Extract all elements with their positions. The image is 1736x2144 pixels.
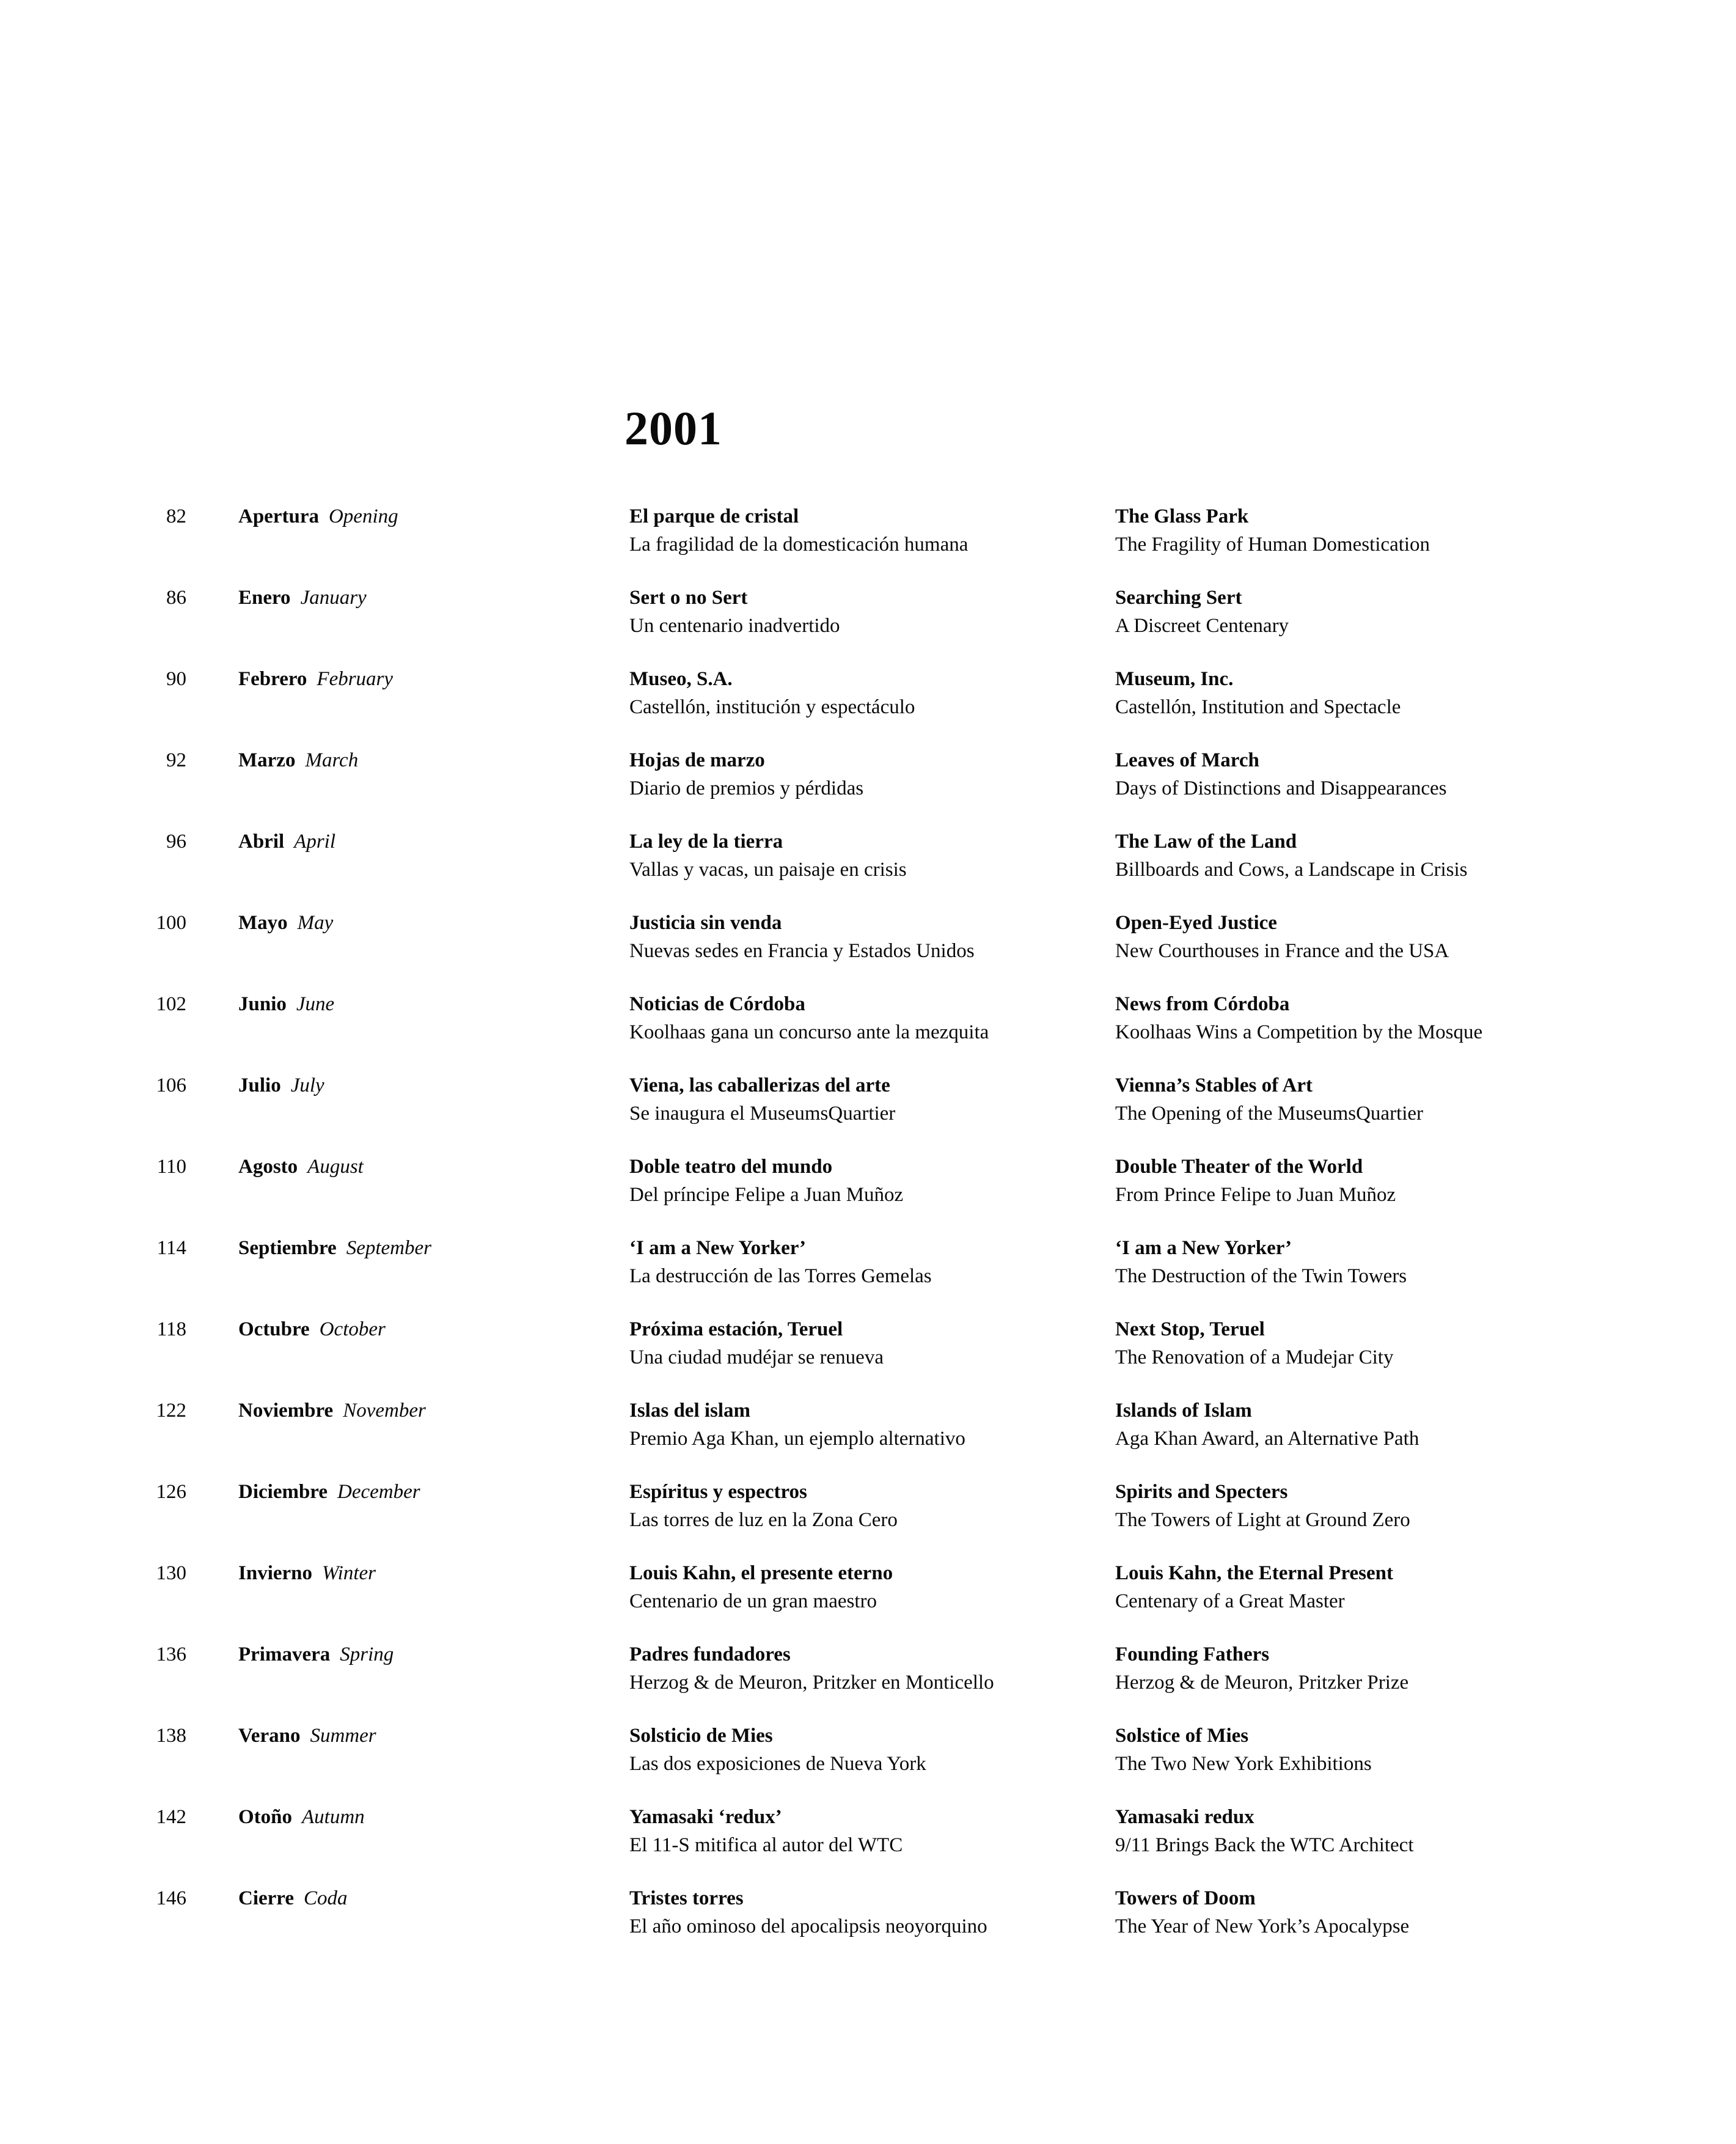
page-number: 138 bbox=[156, 1725, 186, 1747]
month-spanish: Cierre bbox=[238, 1887, 294, 1909]
month-cell bbox=[186, 1478, 629, 1534]
month-spanish: Enero bbox=[238, 587, 291, 609]
english-title-cell bbox=[1115, 828, 1732, 884]
month-english: Autumn bbox=[302, 1806, 365, 1828]
month-spanish: Septiembre bbox=[238, 1237, 337, 1259]
spanish-title-cell bbox=[629, 1071, 1115, 1128]
title-english: Towers of Doom bbox=[1115, 1887, 1256, 1909]
month-cell bbox=[186, 665, 629, 721]
subtitle-spanish: Las torres de luz en la Zona Cero bbox=[629, 1509, 898, 1531]
subtitle-english: The Towers of Light at Ground Zero bbox=[1115, 1509, 1410, 1531]
spanish-title-cell bbox=[629, 1559, 1115, 1615]
month-spanish: Otoño bbox=[238, 1806, 293, 1828]
spanish-title-cell bbox=[629, 1803, 1115, 1859]
toc-entry bbox=[0, 1559, 1736, 1615]
subtitle-english: New Courthouses in France and the USA bbox=[1115, 940, 1449, 962]
page-number: 118 bbox=[156, 1318, 186, 1340]
title-english: ‘I am a New Yorker’ bbox=[1115, 1237, 1292, 1259]
month-english: September bbox=[346, 1237, 431, 1259]
spanish-title-cell bbox=[629, 502, 1115, 559]
page-title: 2001 bbox=[624, 402, 722, 455]
english-title-cell bbox=[1115, 909, 1732, 965]
page-number: 136 bbox=[156, 1643, 186, 1665]
toc-entry bbox=[0, 1071, 1736, 1128]
title-english: Double Theater of the World bbox=[1115, 1156, 1363, 1178]
title-spanish: Viena, las caballerizas del arte bbox=[629, 1074, 890, 1096]
subtitle-english: Centenary of a Great Master bbox=[1115, 1590, 1345, 1612]
month-english: August bbox=[307, 1156, 364, 1178]
toc-entry bbox=[0, 1315, 1736, 1371]
title-english: Searching Sert bbox=[1115, 587, 1242, 609]
month-english: July bbox=[290, 1074, 324, 1096]
toc-entry bbox=[0, 1884, 1736, 1940]
page-number: 106 bbox=[156, 1074, 186, 1096]
month-english: October bbox=[319, 1318, 386, 1340]
english-title-cell bbox=[1115, 990, 1732, 1046]
title-english: The Glass Park bbox=[1115, 505, 1249, 527]
month-english: January bbox=[300, 587, 367, 609]
subtitle-spanish: Vallas y vacas, un paisaje en crisis bbox=[629, 859, 907, 881]
month-english: November bbox=[343, 1400, 426, 1422]
english-title-cell bbox=[1115, 502, 1732, 559]
title-english: Open-Eyed Justice bbox=[1115, 912, 1277, 934]
english-title-cell bbox=[1115, 1071, 1732, 1128]
subtitle-english: From Prince Felipe to Juan Muñoz bbox=[1115, 1184, 1396, 1206]
month-spanish: Marzo bbox=[238, 749, 296, 771]
toc-entry bbox=[0, 1234, 1736, 1290]
title-spanish: ‘I am a New Yorker’ bbox=[629, 1237, 806, 1259]
title-english: Yamasaki redux bbox=[1115, 1806, 1254, 1828]
page-number: 130 bbox=[156, 1562, 186, 1584]
english-title-cell bbox=[1115, 1640, 1732, 1697]
title-english: Next Stop, Teruel bbox=[1115, 1318, 1265, 1340]
spanish-title-cell bbox=[629, 1640, 1115, 1697]
month-spanish: Julio bbox=[238, 1074, 281, 1096]
subtitle-spanish: Koolhaas gana un concurso ante la mezquita bbox=[629, 1021, 989, 1043]
month-spanish: Abril bbox=[238, 831, 285, 853]
month-english: May bbox=[297, 912, 334, 934]
month-english: April bbox=[294, 831, 336, 853]
title-spanish: Solsticio de Mies bbox=[629, 1725, 773, 1747]
month-spanish: Apertura bbox=[238, 505, 319, 527]
spanish-title-cell bbox=[629, 1153, 1115, 1209]
page-number: 96 bbox=[166, 831, 186, 853]
title-english: Leaves of March bbox=[1115, 749, 1259, 771]
subtitle-english: Aga Khan Award, an Alternative Path bbox=[1115, 1428, 1419, 1450]
subtitle-spanish: La fragilidad de la domesticación humana bbox=[629, 534, 969, 556]
spanish-title-cell bbox=[629, 1478, 1115, 1534]
subtitle-spanish: Las dos exposiciones de Nueva York bbox=[629, 1753, 926, 1775]
english-title-cell bbox=[1115, 584, 1732, 640]
page-number: 90 bbox=[166, 668, 186, 690]
month-spanish: Octubre bbox=[238, 1318, 310, 1340]
page-number: 126 bbox=[156, 1481, 186, 1503]
english-title-cell bbox=[1115, 1803, 1732, 1859]
toc-entry bbox=[0, 665, 1736, 721]
title-english: Spirits and Specters bbox=[1115, 1481, 1288, 1503]
title-spanish: Louis Kahn, el presente eterno bbox=[629, 1562, 893, 1584]
title-spanish: Doble teatro del mundo bbox=[629, 1156, 833, 1178]
spanish-title-cell bbox=[629, 909, 1115, 965]
month-spanish: Agosto bbox=[238, 1156, 298, 1178]
subtitle-english: Castellón, Institution and Spectacle bbox=[1115, 696, 1401, 718]
page-number: 122 bbox=[156, 1400, 186, 1422]
month-english: June bbox=[296, 993, 335, 1015]
english-title-cell bbox=[1115, 1397, 1732, 1453]
subtitle-spanish: Herzog & de Meuron, Pritzker en Monticello bbox=[629, 1672, 994, 1694]
title-spanish: Padres fundadores bbox=[629, 1643, 791, 1665]
page-number: 102 bbox=[156, 993, 186, 1015]
title-spanish: Islas del islam bbox=[629, 1400, 751, 1422]
subtitle-spanish: El 11-S mitifica al autor del WTC bbox=[629, 1834, 903, 1856]
title-english: Solstice of Mies bbox=[1115, 1725, 1249, 1747]
english-title-cell bbox=[1115, 1315, 1732, 1371]
spanish-title-cell bbox=[629, 1722, 1115, 1778]
month-cell bbox=[186, 1559, 629, 1615]
page-number: 92 bbox=[166, 749, 186, 771]
month-spanish: Invierno bbox=[238, 1562, 313, 1584]
subtitle-spanish: Nuevas sedes en Francia y Estados Unidos bbox=[629, 940, 975, 962]
title-spanish: Noticias de Córdoba bbox=[629, 993, 805, 1015]
english-title-cell bbox=[1115, 1884, 1732, 1940]
month-cell bbox=[186, 1722, 629, 1778]
subtitle-english: The Year of New York’s Apocalypse bbox=[1115, 1915, 1410, 1937]
month-spanish: Mayo bbox=[238, 912, 288, 934]
spanish-title-cell bbox=[629, 1234, 1115, 1290]
subtitle-english: Herzog & de Meuron, Pritzker Prize bbox=[1115, 1672, 1409, 1694]
month-english: Winter bbox=[322, 1562, 376, 1584]
english-title-cell bbox=[1115, 1722, 1732, 1778]
english-title-cell bbox=[1115, 1478, 1732, 1534]
month-cell bbox=[186, 1884, 629, 1940]
subtitle-spanish: Castellón, institución y espectáculo bbox=[629, 696, 915, 718]
page-number: 142 bbox=[156, 1806, 186, 1828]
month-cell bbox=[186, 909, 629, 965]
page-number: 82 bbox=[166, 505, 186, 527]
month-cell bbox=[186, 1153, 629, 1209]
toc-entry bbox=[0, 1803, 1736, 1859]
subtitle-english: Koolhaas Wins a Competition by the Mosque bbox=[1115, 1021, 1483, 1043]
month-english: December bbox=[337, 1481, 420, 1503]
subtitle-english: A Discreet Centenary bbox=[1115, 615, 1289, 637]
subtitle-english: The Renovation of a Mudejar City bbox=[1115, 1346, 1394, 1368]
subtitle-english: Billboards and Cows, a Landscape in Crisis bbox=[1115, 859, 1468, 881]
month-cell bbox=[186, 1640, 629, 1697]
page-number: 110 bbox=[156, 1156, 186, 1178]
toc-entry bbox=[0, 1478, 1736, 1534]
month-english: Coda bbox=[304, 1887, 348, 1909]
title-spanish: Espíritus y espectros bbox=[629, 1481, 807, 1503]
subtitle-spanish: El año ominoso del apocalipsis neoyorquino bbox=[629, 1915, 987, 1937]
toc-list bbox=[0, 502, 1736, 1966]
spanish-title-cell bbox=[629, 1315, 1115, 1371]
month-cell bbox=[186, 1803, 629, 1859]
subtitle-spanish: Centenario de un gran maestro bbox=[629, 1590, 877, 1612]
month-spanish: Noviembre bbox=[238, 1400, 334, 1422]
subtitle-spanish: Diario de premios y pérdidas bbox=[629, 777, 864, 799]
month-cell bbox=[186, 990, 629, 1046]
spanish-title-cell bbox=[629, 1397, 1115, 1453]
spanish-title-cell bbox=[629, 584, 1115, 640]
month-cell bbox=[186, 502, 629, 559]
month-cell bbox=[186, 1234, 629, 1290]
title-english: Museum, Inc. bbox=[1115, 668, 1234, 690]
title-spanish: Justicia sin venda bbox=[629, 912, 782, 934]
title-english: The Law of the Land bbox=[1115, 831, 1297, 853]
month-spanish: Diciembre bbox=[238, 1481, 328, 1503]
page-number: 86 bbox=[166, 587, 186, 609]
subtitle-english: Days of Distinctions and Disappearances bbox=[1115, 777, 1447, 799]
subtitle-english: The Fragility of Human Domestication bbox=[1115, 534, 1430, 556]
month-spanish: Junio bbox=[238, 993, 287, 1015]
toc-entry bbox=[0, 502, 1736, 559]
toc-entry bbox=[0, 1722, 1736, 1778]
toc-entry bbox=[0, 909, 1736, 965]
title-spanish: Sert o no Sert bbox=[629, 587, 748, 609]
spanish-title-cell bbox=[629, 990, 1115, 1046]
title-english: News from Córdoba bbox=[1115, 993, 1290, 1015]
spanish-title-cell bbox=[629, 1884, 1115, 1940]
spanish-title-cell bbox=[629, 665, 1115, 721]
title-spanish: Tristes torres bbox=[629, 1887, 744, 1909]
english-title-cell bbox=[1115, 1559, 1732, 1615]
spanish-title-cell bbox=[629, 828, 1115, 884]
toc-entry bbox=[0, 828, 1736, 884]
english-title-cell bbox=[1115, 1153, 1732, 1209]
title-english: Vienna’s Stables of Art bbox=[1115, 1074, 1313, 1096]
toc-entry bbox=[0, 746, 1736, 802]
month-cell bbox=[186, 1071, 629, 1128]
title-spanish: El parque de cristal bbox=[629, 505, 799, 527]
english-title-cell bbox=[1115, 746, 1732, 802]
title-spanish: Próxima estación, Teruel bbox=[629, 1318, 843, 1340]
subtitle-spanish: La destrucción de las Torres Gemelas bbox=[629, 1265, 932, 1287]
title-spanish: La ley de la tierra bbox=[629, 831, 783, 853]
subtitle-spanish: Una ciudad mudéjar se renueva bbox=[629, 1346, 884, 1368]
english-title-cell bbox=[1115, 665, 1732, 721]
title-spanish: Yamasaki ‘redux’ bbox=[629, 1806, 782, 1828]
month-spanish: Primavera bbox=[238, 1643, 331, 1665]
month-spanish: Verano bbox=[238, 1725, 301, 1747]
toc-entry bbox=[0, 1640, 1736, 1697]
subtitle-spanish: Del príncipe Felipe a Juan Muñoz bbox=[629, 1184, 904, 1206]
month-cell bbox=[186, 584, 629, 640]
subtitle-spanish: Un centenario inadvertido bbox=[629, 615, 840, 637]
title-english: Louis Kahn, the Eternal Present bbox=[1115, 1562, 1393, 1584]
title-spanish: Museo, S.A. bbox=[629, 668, 733, 690]
month-english: Spring bbox=[340, 1643, 394, 1665]
subtitle-english: 9/11 Brings Back the WTC Architect bbox=[1115, 1834, 1414, 1856]
subtitle-english: The Opening of the MuseumsQuartier bbox=[1115, 1103, 1424, 1125]
month-english: February bbox=[317, 668, 394, 690]
toc-entry bbox=[0, 1397, 1736, 1453]
title-english: Islands of Islam bbox=[1115, 1400, 1252, 1422]
toc-entry bbox=[0, 990, 1736, 1046]
month-spanish: Febrero bbox=[238, 668, 307, 690]
month-cell bbox=[186, 828, 629, 884]
subtitle-english: The Two New York Exhibitions bbox=[1115, 1753, 1372, 1775]
month-cell bbox=[186, 1315, 629, 1371]
toc-entry bbox=[0, 584, 1736, 640]
toc-entry bbox=[0, 1153, 1736, 1209]
title-english: Founding Fathers bbox=[1115, 1643, 1270, 1665]
subtitle-spanish: Se inaugura el MuseumsQuartier bbox=[629, 1103, 896, 1125]
month-cell bbox=[186, 746, 629, 802]
page-number: 100 bbox=[156, 912, 186, 934]
subtitle-spanish: Premio Aga Khan, un ejemplo alternativo bbox=[629, 1428, 965, 1450]
month-english: March bbox=[305, 749, 359, 771]
english-title-cell bbox=[1115, 1234, 1732, 1290]
page-number: 146 bbox=[156, 1887, 186, 1909]
month-english: Opening bbox=[328, 505, 398, 527]
title-spanish: Hojas de marzo bbox=[629, 749, 765, 771]
subtitle-english: The Destruction of the Twin Towers bbox=[1115, 1265, 1407, 1287]
month-cell bbox=[186, 1397, 629, 1453]
spanish-title-cell bbox=[629, 746, 1115, 802]
month-english: Summer bbox=[310, 1725, 376, 1747]
page-number: 114 bbox=[156, 1237, 186, 1259]
